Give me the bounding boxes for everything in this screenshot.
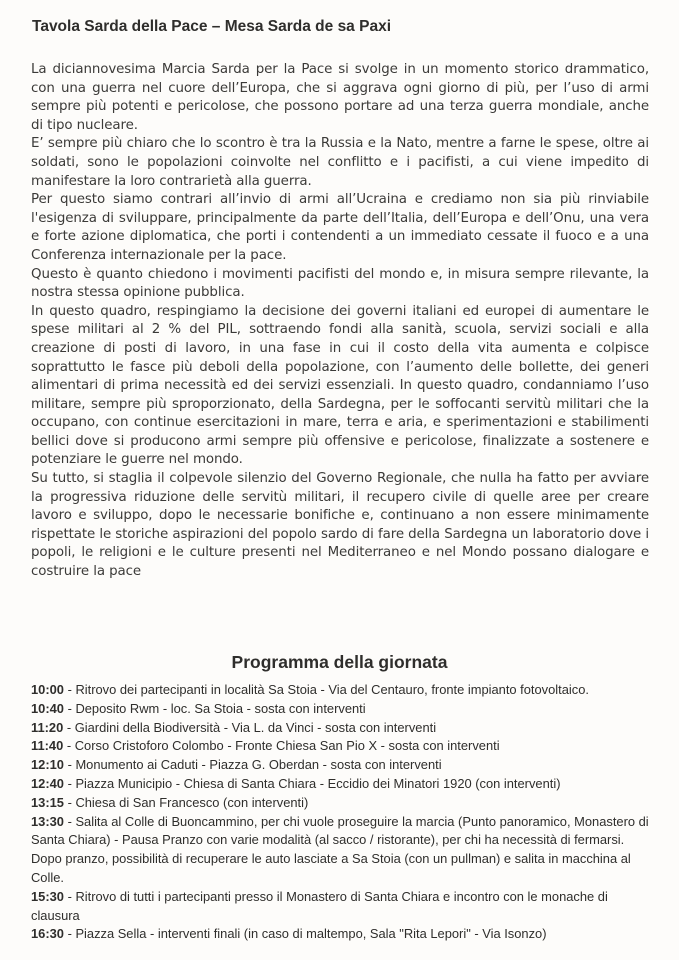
schedule-time: 15:30	[31, 888, 64, 904]
schedule-time: 10:00	[31, 682, 64, 697]
schedule-text: - Chiesa di San Francesco (con interventi)	[63, 794, 309, 810]
schedule-time: 11:40	[31, 738, 64, 754]
schedule-time: 11:20	[31, 719, 64, 735]
schedule-item	[31, 794, 651, 813]
paragraph: In questo quadro, respingiamo la decisione dei governi italiani ed europei di aumentare le spese militari al 2 % del PIL, sottraendo fondi alla sanità, scuola, servizi sociali e alla creazione di posti di lavoro, in una fase in cui il costo della vita aumenta e colpisce soprattutto le fasce più deboli della popolazione, con l’aumento delle bollette, dei generi alimentari di prima necessità ed dei servizi essenziali. In questo quadro, condanniamo l’uso militare, sempre più sproporzionato, della Sardegna, per le soffocanti servitù militari che la occupano, con continue esercitazioni in mare, terra e aria, e sperimentazioni e stabilimenti bellici dove si producono armi sempre più offensive e pericolose, finalizzate a sostenere e potenziare le guerre nel mondo.	[31, 303, 649, 468]
schedule-text: - Corso Cristoforo Colombo - Fronte Chiesa San Pio X - sosta con interventi	[63, 738, 500, 754]
paragraph: Per questo siamo contrari all’invio di armi all’Ucraina e crediamo non sia più rinviabile l'esigenza di sviluppare, principalmente da parte dell’Italia, dell’Europa e dell’Onu, una vera e forte azione diplomatica, che porti i contendenti a un immediato cessate il fuoco e a una Conferenza internazionale per la pace.	[31, 192, 649, 263]
paragraph: Su tutto, si staglia il colpevole silenzio del Governo Regionale, che nulla ha fatto per avviare la progressiva riduzione delle servitù militari, il recupero civile di quelle aree per creare lavoro e sviluppo, dopo le necessarie bonifiche e, continuano a non essere minimamente rispettate le storiche aspirazioni del popolo sardo di fare della Sardegna un laboratorio dove i popoli, le religioni e le culture presenti nel Mediterraneo e nel Mondo possano dialogare e costruire la pace	[31, 471, 649, 580]
schedule-time: 13:15	[31, 794, 64, 810]
programme-schedule	[31, 681, 651, 944]
schedule-time: 12:40	[31, 775, 64, 791]
schedule-text: - Giardini della Biodiversità - Via L. da Vinci - sosta con interventi	[63, 719, 437, 735]
schedule-text: - Piazza Municipio - Chiesa di Santa Chiara - Eccidio dei Minatori 1920 (con interventi)	[63, 775, 561, 791]
paragraph: La diciannovesima Marcia Sarda per la Pace si svolge in un momento storico drammatico, con una guerra nel cuore dell’Europa, che si aggrava ogni giorno di più, per l’uso di armi sempre più potenti e pericolose, che possono portare ad una terza guerra mondiale, anche di tipo nucleare.	[31, 62, 649, 133]
schedule-text: - Salita al Colle di Buoncammino, per chi vuole proseguire la marcia (Punto panoramico, Monastero di Santa Chiara) - Pausa Pranzo con varie modalità (al sacco / ristorante), per chi ha necessità di fermarsi. Dopo pranzo, possibilità di recuperare le auto lasciate a Sa Stoia (con un pullman) e salita in macchina al Colle.	[31, 813, 649, 885]
schedule-text: - Piazza Sella - interventi finali (in caso di maltempo, Sala "Rita Lepori" - Via Isonzo)	[63, 926, 547, 942]
document-title: Tavola Sarda della Pace – Mesa Sarda de sa Paxi	[32, 18, 391, 35]
schedule-item	[31, 925, 651, 944]
schedule-text: - Monumento ai Caduti - Piazza G. Oberdan - sosta con interventi	[63, 757, 442, 773]
paragraph: E’ sempre più chiaro che lo scontro è tra la Russia e la Nato, mentre a farne le spese, oltre ai soldati, sono le popolazioni coinvolte nel conflitto e i pacifisti, a cui viene impedito di manifestare la loro contrarietà alla guerra.	[31, 136, 649, 189]
schedule-time: 12:10	[31, 757, 64, 773]
schedule-item	[31, 700, 651, 719]
programme-title: Programma della giornata	[231, 652, 448, 672]
schedule-item	[31, 737, 651, 756]
schedule-item	[31, 813, 651, 888]
schedule-item	[31, 719, 651, 738]
schedule-text: - Ritrovo di tutti i partecipanti presso il Monastero di Santa Chiara e incontro con le monache di clausura	[31, 888, 608, 923]
schedule-item	[31, 756, 651, 775]
schedule-text: - Deposito Rwm - loc. Sa Stoia - sosta con interventi	[63, 700, 366, 716]
body-text	[31, 61, 649, 582]
schedule-text: - Ritrovo dei partecipanti in località Sa Stoia - Via del Centauro, fronte impianto fotovoltaico.	[63, 682, 589, 697]
schedule-time: 16:30	[31, 926, 64, 942]
schedule-item	[31, 775, 651, 794]
schedule-item	[31, 888, 651, 926]
schedule-item	[31, 681, 651, 700]
paragraph: Questo è quanto chiedono i movimenti pacifisti del mondo e, in misura sempre rilevante, la nostra stessa opinione pubblica.	[31, 266, 649, 301]
schedule-time: 10:40	[31, 700, 64, 716]
schedule-time: 13:30	[31, 813, 64, 829]
